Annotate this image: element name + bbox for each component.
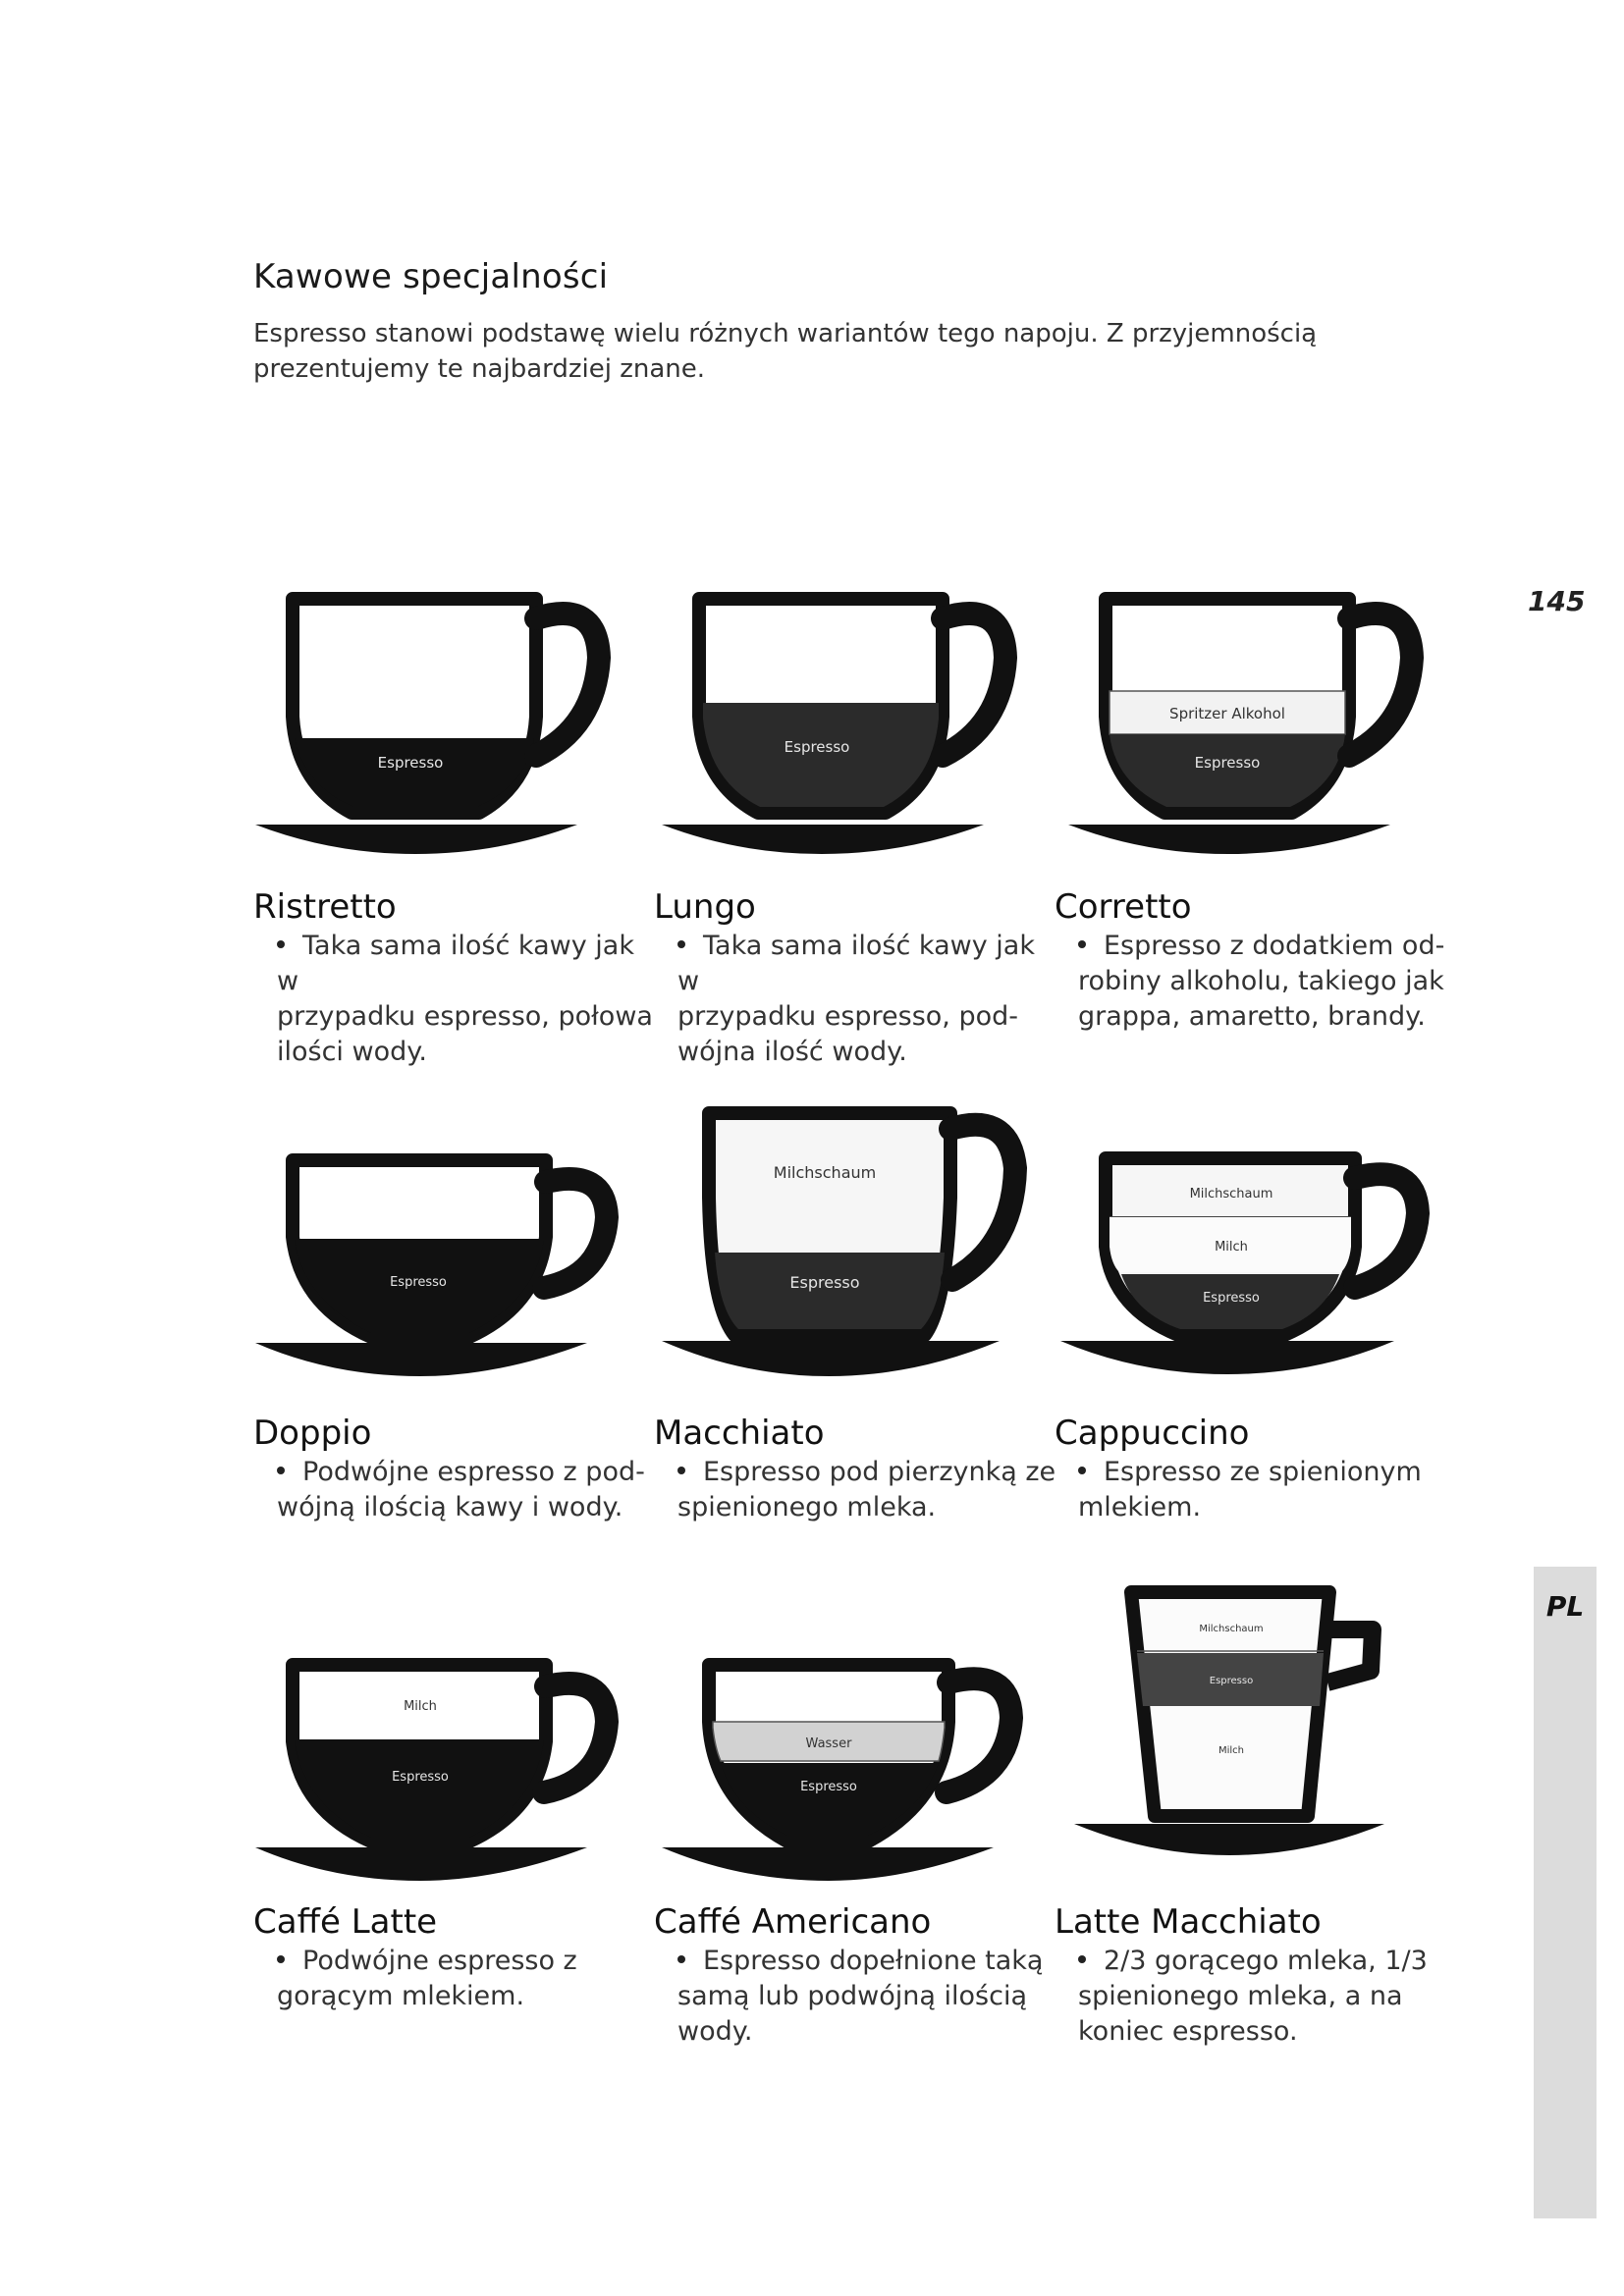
page-number: 145	[1528, 585, 1586, 617]
caffe-americano-description	[677, 1944, 1060, 2050]
drink-name-ristretto: Ristretto	[253, 887, 397, 927]
description-line: Espresso z dodatkiem od-	[1078, 929, 1471, 964]
description-line: Espresso dopełnione taką	[677, 1944, 1060, 1979]
drink-name-lungo: Lungo	[654, 887, 756, 927]
macchiato-cup-illustration	[660, 1099, 1033, 1394]
caffe-latte-description	[277, 1944, 660, 2014]
layer-label-espresso: Espresso	[789, 1273, 860, 1292]
description-line: samą lub podwójną ilością	[677, 1981, 1027, 2011]
description-line: Podwójne espresso z pod-	[277, 1455, 660, 1490]
layer-label-water: Wasser	[805, 1736, 852, 1751]
description-line: Espresso pod pierzynką ze	[677, 1455, 1060, 1490]
drink-name-latte-macchiato: Latte Macchiato	[1055, 1902, 1322, 1942]
description-line: Taka sama ilość kawy jak w	[277, 931, 634, 996]
description-line: mlekiem.	[1078, 1492, 1202, 1522]
drink-name-caffe-latte: Caffé Latte	[253, 1902, 438, 1942]
description-line: spienionego mleka.	[677, 1492, 937, 1522]
description-line: Podwójne espresso z	[277, 1944, 660, 1979]
layer-label-espresso: Espresso	[1194, 754, 1261, 772]
layer-label-milk: Milch	[1215, 1240, 1248, 1255]
layer-label-milk: Milch	[1218, 1745, 1245, 1756]
layer-label-espresso: Espresso	[1209, 1676, 1254, 1686]
drink-name-doppio: Doppio	[253, 1414, 372, 1453]
cappuccino-description	[1078, 1455, 1471, 1525]
description-line: przypadku espresso, połowa	[277, 1001, 653, 1032]
description-line: wody.	[677, 2016, 753, 2047]
bullet-icon	[277, 1467, 285, 1474]
bullet-icon	[1078, 1955, 1086, 1963]
drink-name-caffe-americano: Caffé Americano	[654, 1902, 932, 1942]
description-line: robiny alkoholu, takiego jak	[1078, 966, 1444, 996]
lungo-cup-illustration	[660, 589, 1013, 864]
description-line: gorącym mlekiem.	[277, 1981, 525, 2011]
layer-label-milk-foam: Milchschaum	[1199, 1624, 1264, 1634]
bullet-icon	[677, 1467, 685, 1474]
description-line: 2/3 gorącego mleka, 1/3	[1078, 1944, 1471, 1979]
doppio-cup-illustration	[253, 1148, 617, 1394]
latte-macchiato-description	[1078, 1944, 1471, 2050]
layer-label-espresso: Espresso	[800, 1780, 857, 1794]
description-line: Taka sama ilość kawy jak w	[677, 931, 1035, 996]
caffe-americano-cup-illustration	[660, 1653, 1033, 1898]
layer-label-espresso: Espresso	[377, 754, 444, 772]
drink-name-corretto: Corretto	[1055, 887, 1192, 927]
bullet-icon	[1078, 940, 1086, 948]
layer-label-espresso: Espresso	[390, 1275, 447, 1290]
latte-macchiato-glass-illustration	[1072, 1580, 1406, 1885]
cappuccino-cup-illustration	[1060, 1148, 1434, 1394]
bullet-icon	[677, 940, 685, 948]
drink-name-macchiato: Macchiato	[654, 1414, 825, 1453]
description-line: spienionego mleka, a na	[1078, 1981, 1403, 2011]
corretto-description	[1078, 929, 1471, 1035]
bullet-icon	[277, 940, 285, 948]
intro-text: Espresso stanowi podstawę wielu różnych wariantów tego napoju. Z przyjemnością prezentujemy te najbardziej znane.	[253, 319, 1318, 384]
description-line: grappa, amaretto, brandy.	[1078, 1001, 1426, 1032]
layer-label-milk: Milch	[404, 1699, 437, 1714]
description-line: koniec espresso.	[1078, 2016, 1298, 2047]
language-tab-label: PL	[1545, 1590, 1585, 1623]
language-side-tab	[1534, 1567, 1597, 2218]
layer-label-espresso: Espresso	[1203, 1291, 1260, 1306]
description-line: wójną ilością kawy i wody.	[277, 1492, 623, 1522]
ristretto-cup-illustration	[253, 589, 607, 864]
layer-label-alcohol: Spritzer Alkohol	[1169, 705, 1285, 722]
doppio-description	[277, 1455, 660, 1525]
layer-label-espresso: Espresso	[784, 738, 850, 756]
macchiato-description	[677, 1455, 1060, 1525]
layer-label-espresso: Espresso	[392, 1770, 449, 1785]
layer-label-milk-foam: Milchschaum	[1189, 1187, 1273, 1201]
bullet-icon	[1078, 1467, 1086, 1474]
description-line: wójna ilość wody.	[677, 1037, 907, 1067]
bullet-icon	[277, 1955, 285, 1963]
lungo-description	[677, 929, 1060, 1070]
corretto-cup-illustration	[1066, 589, 1420, 864]
bullet-icon	[677, 1955, 685, 1963]
description-line: przypadku espresso, pod-	[677, 1001, 1019, 1032]
page-title: Kawowe specjalności	[253, 257, 609, 296]
layer-label-milk-foam: Milchschaum	[773, 1163, 877, 1182]
description-line: Espresso ze spienionym	[1078, 1455, 1471, 1490]
caffe-latte-cup-illustration	[253, 1653, 617, 1898]
description-line: ilości wody.	[277, 1037, 427, 1067]
drink-name-cappuccino: Cappuccino	[1055, 1414, 1250, 1453]
ristretto-description	[277, 929, 660, 1070]
